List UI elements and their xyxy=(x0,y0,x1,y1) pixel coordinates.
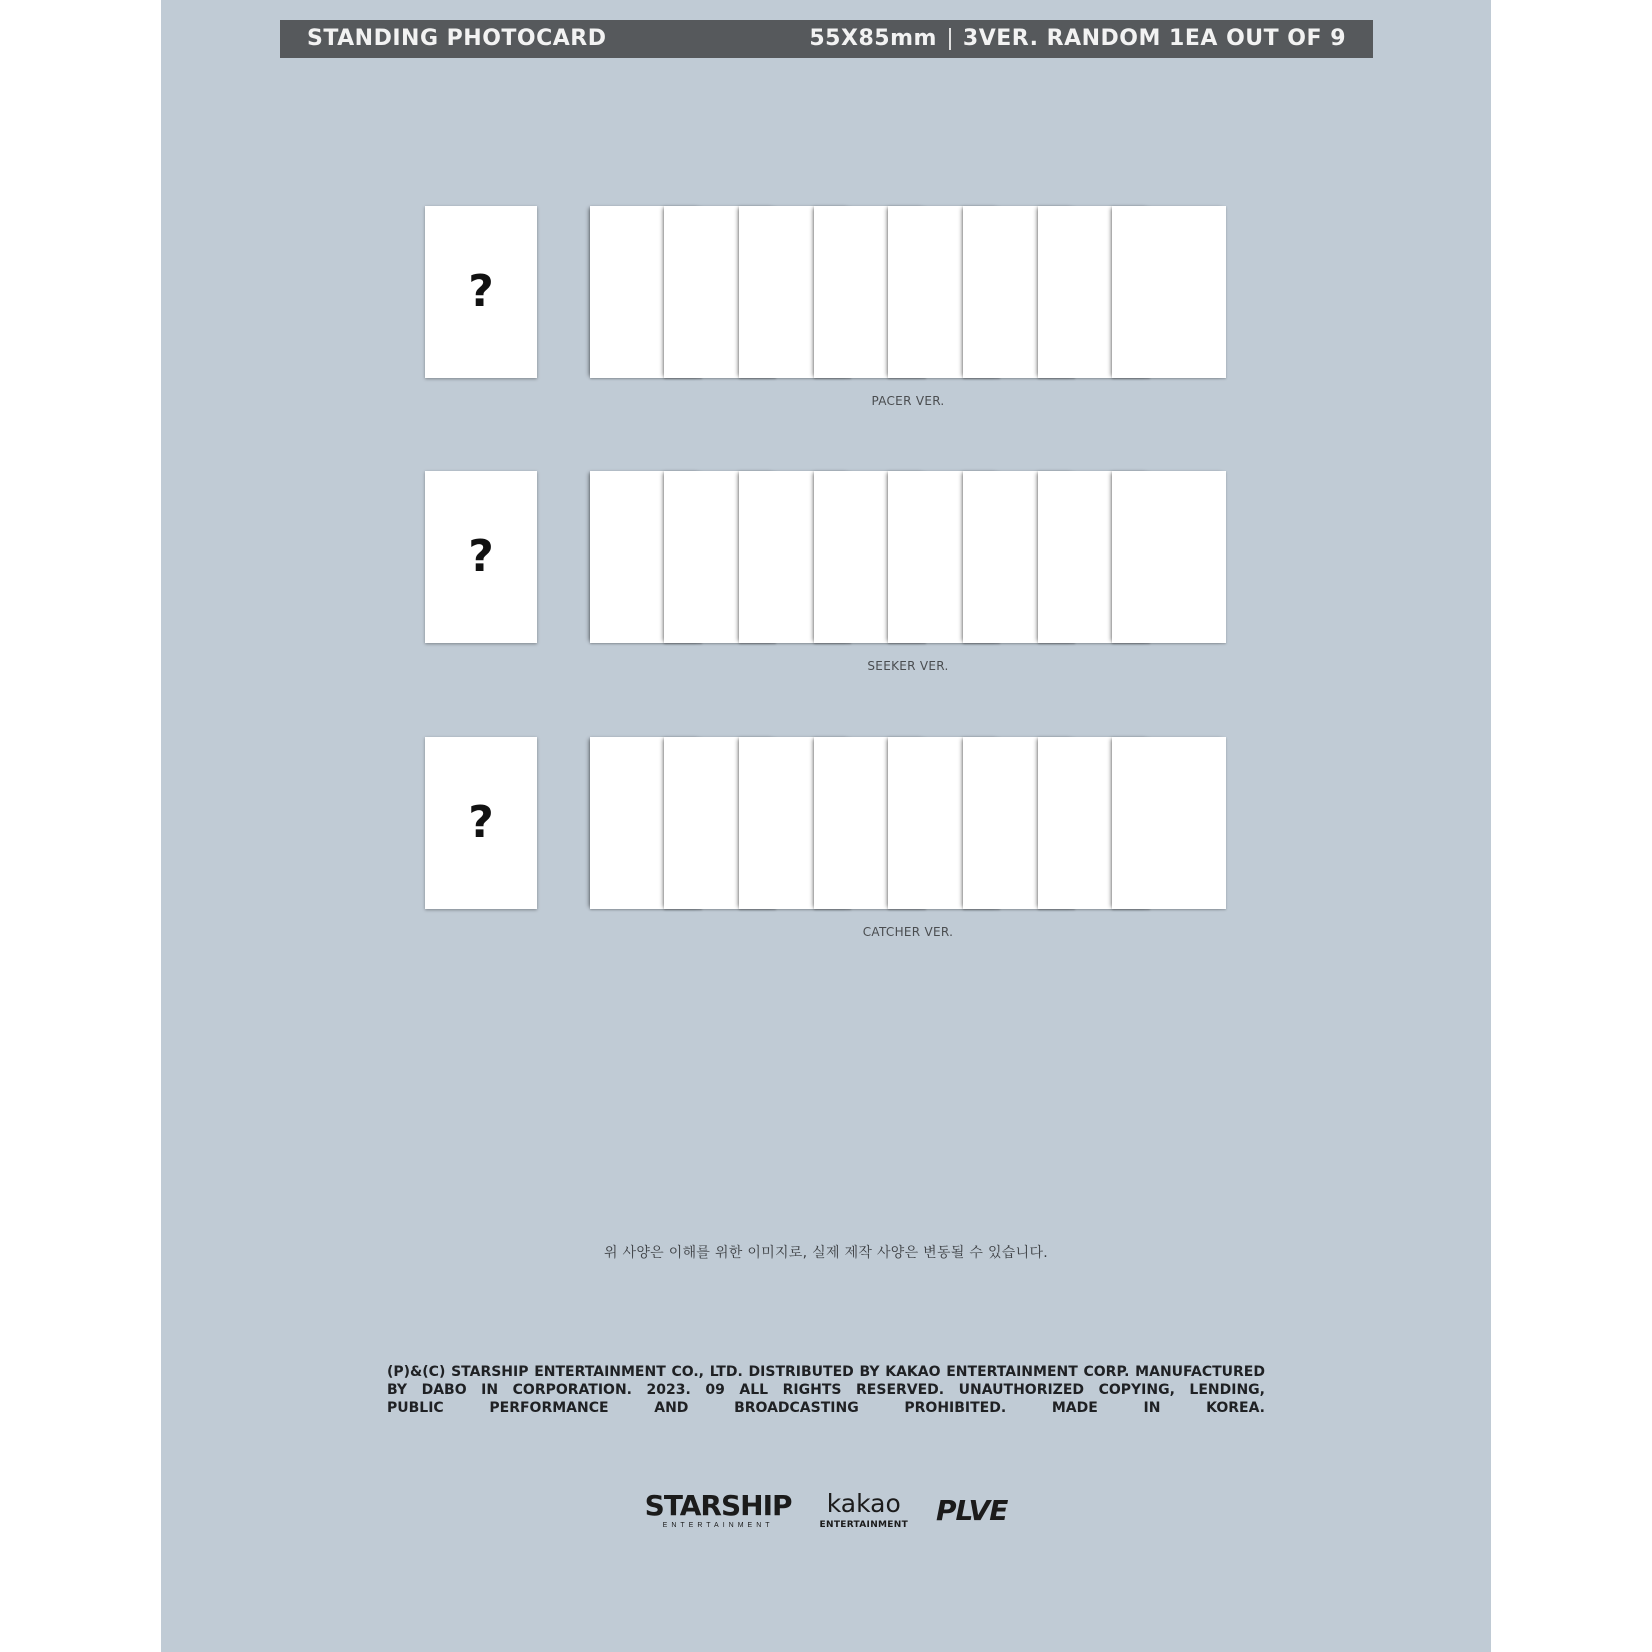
header-size: 55X85mm xyxy=(809,26,937,51)
spec-notice: 위 사양은 이해를 위한 이미지로, 실제 제작 사양은 변동될 수 있습니다. xyxy=(603,1245,1049,1261)
photocard xyxy=(1112,206,1226,378)
random-card xyxy=(425,471,537,643)
photocard-spec-panel xyxy=(161,0,1491,1652)
card-stack xyxy=(590,737,1226,909)
photocard xyxy=(1112,737,1226,909)
logo-row xyxy=(161,1485,1491,1535)
version-row-pacer xyxy=(425,206,1225,416)
version-label: SEEKER VER. xyxy=(867,659,949,673)
version-row-catcher xyxy=(425,737,1225,947)
card-stack xyxy=(590,206,1226,378)
header-bar xyxy=(280,20,1373,58)
copyright-line: BY DABO IN CORPORATION. 2023. 09 ALL RIGHTS RESERVED. UNAUTHORIZED COPYING, LENDING, xyxy=(387,1382,1265,1398)
header-title: STANDING PHOTOCARD xyxy=(307,26,607,51)
random-card xyxy=(425,206,537,378)
kakao-entertainment-logo xyxy=(819,1488,909,1530)
starship-wordmark: STARSHIP xyxy=(644,1488,792,1522)
kakao-subtitle: ENTERTAINMENT xyxy=(819,1519,909,1530)
question-mark-icon: ? xyxy=(468,797,494,848)
question-mark-icon: ? xyxy=(468,266,494,317)
starship-logo xyxy=(644,1488,792,1529)
version-label: PACER VER. xyxy=(871,394,945,408)
plave-logo: PLVE xyxy=(936,1493,1008,1527)
version-row-seeker xyxy=(425,471,1225,681)
copyright-line: PUBLIC PERFORMANCE AND BROADCASTING PROHIBITED. MADE IN KOREA. xyxy=(387,1400,1265,1416)
question-mark-icon: ? xyxy=(468,531,494,582)
kakao-wordmark: kakao xyxy=(826,1488,901,1518)
card-stack xyxy=(590,471,1226,643)
random-card xyxy=(425,737,537,909)
header-info xyxy=(809,26,1346,51)
header-random-info: 3VER. RANDOM 1EA OUT OF 9 xyxy=(962,26,1346,51)
starship-subtitle: ENTERTAINMENT xyxy=(662,1521,774,1529)
copyright-line: (P)&(C) STARSHIP ENTERTAINMENT CO., LTD. DISTRIBUTED BY KAKAO ENTERTAINMENT CORP. MANUFACTURED xyxy=(387,1364,1265,1380)
header-divider xyxy=(949,28,951,50)
copyright-notice xyxy=(387,1363,1265,1417)
photocard xyxy=(1112,471,1226,643)
version-label: CATCHER VER. xyxy=(862,925,954,939)
